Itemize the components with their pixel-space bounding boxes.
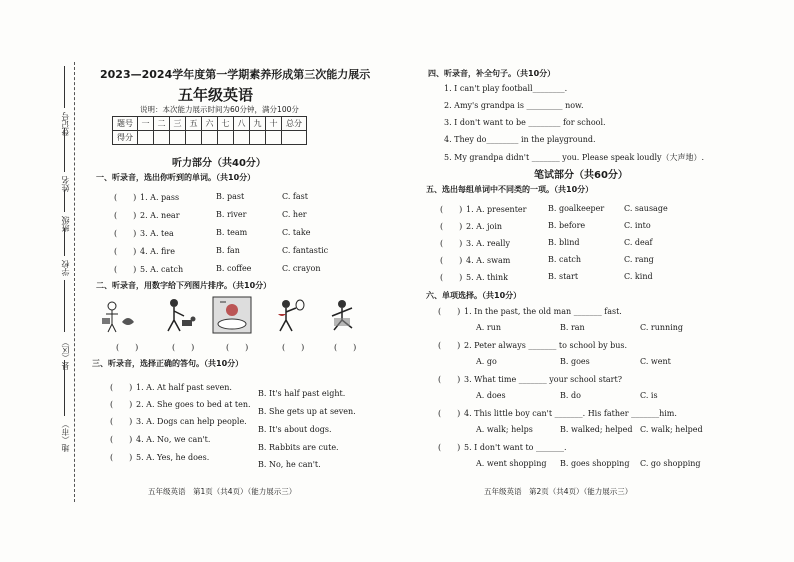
option-a: 4. A. fire <box>140 247 175 256</box>
part1-item <box>114 192 179 203</box>
part3-title: 三、听录音，选择正确的答句。（共10分） <box>92 359 244 368</box>
part5-item <box>440 255 510 266</box>
part4-item: 2. Amy's grandpa is _________ now. <box>444 101 584 110</box>
part6-question <box>438 408 677 419</box>
option-c: C. fast <box>282 192 308 201</box>
option-b: B. river <box>216 210 247 219</box>
option-a: 1. A. At half past seven. <box>136 383 232 392</box>
option-b: B. goalkeeper <box>548 204 605 213</box>
answer-blank[interactable]: ( ) <box>114 193 137 202</box>
option-a: 2. A. She goes to bed at ten. <box>136 400 251 409</box>
part6-question <box>438 442 567 453</box>
score-input[interactable] <box>138 131 154 145</box>
option-b: B. blind <box>548 238 580 247</box>
option-b: B. start <box>548 272 579 281</box>
answer-blank[interactable]: ( ) <box>440 239 463 248</box>
picture-woman-cat <box>98 296 138 334</box>
part4-item: 3. I don't want to be ________ for school. <box>444 118 606 127</box>
listening-section-title: 听力部分（共40分） <box>172 158 266 169</box>
exam-no-field[interactable] <box>64 66 65 108</box>
answer-blank[interactable]: ( ) <box>114 211 137 220</box>
option-b: B. coffee <box>216 264 252 273</box>
score-cell: 十 <box>266 117 282 131</box>
question-text: 4. This little boy can't _______. His father _______him. <box>464 409 677 418</box>
score-input[interactable] <box>282 131 307 145</box>
option-c: C. crayon <box>282 264 321 273</box>
option-b: B. goes shopping <box>560 459 630 468</box>
option-a: 5. A. catch <box>140 265 184 274</box>
part4-item: 1. I can't play football________. <box>444 84 568 93</box>
school-label: 学校 <box>61 260 70 276</box>
answer-blank[interactable]: ( ) <box>438 443 461 452</box>
option-c: C. deaf <box>624 238 653 247</box>
part4-title: 四、听录音，补全句子。（共10分） <box>428 69 556 78</box>
answer-blank[interactable]: ( ) <box>440 256 463 265</box>
picture-boy-tennis <box>268 296 308 334</box>
part6-question <box>438 374 622 385</box>
option-b: B. team <box>216 228 248 237</box>
option-b: B. It's half past eight. <box>258 389 346 398</box>
option-b: B. catch <box>548 255 582 264</box>
option-b: B. goes <box>560 357 590 366</box>
score-cell: 五 <box>186 117 202 131</box>
county-field[interactable] <box>64 280 65 332</box>
answer-blank[interactable]: ( ) <box>438 307 461 316</box>
answer-blank[interactable]: ( ) <box>110 400 133 409</box>
part3-item <box>110 452 209 463</box>
option-a: A. walk; helps <box>476 425 533 434</box>
score-input[interactable] <box>250 131 266 145</box>
page-footer-right: 五年级英语 第2页（共4页）（能力展示三） <box>484 487 633 496</box>
part1-item <box>114 264 183 275</box>
part6-question <box>438 306 622 317</box>
page-footer-left: 五年级英语 第1页（共4页）（能力展示三） <box>148 487 297 496</box>
part5-item <box>440 204 526 215</box>
option-a: A. went shopping <box>476 459 547 468</box>
part4-item: 4. They do________ in the playground. <box>444 135 596 144</box>
answer-blank[interactable]: ( ) <box>334 343 357 352</box>
part3-item <box>110 382 232 393</box>
option-c: C. sausage <box>624 204 668 213</box>
option-b: B. fan <box>216 246 240 255</box>
score-cell: 一 <box>138 117 154 131</box>
option-a: 3. A. Dogs can help people. <box>136 417 247 426</box>
score-input[interactable] <box>186 131 202 145</box>
option-a: 1. A. pass <box>140 193 180 202</box>
score-input[interactable] <box>266 131 282 145</box>
part1-title: 一、听录音，选出你听到的单词。（共10分） <box>96 173 256 182</box>
option-c: C. go shopping <box>640 459 701 468</box>
exam-title: 2023—2024学年度第一学期素养形成第三次能力展示 <box>100 68 371 81</box>
option-a: 2. A. near <box>140 211 180 220</box>
answer-blank[interactable]: ( ) <box>438 341 461 350</box>
part6-title: 六、单项选择。（共10分） <box>426 291 522 300</box>
name-field[interactable] <box>64 128 65 172</box>
option-c: C. her <box>282 210 307 219</box>
option-b: B. before <box>548 221 586 230</box>
county-label: 县（区） <box>61 338 70 370</box>
answer-blank[interactable]: ( ) <box>172 343 195 352</box>
option-c: C. rang <box>624 255 654 264</box>
city-label: 地（市） <box>61 420 70 452</box>
option-a: 5. A. think <box>466 273 508 282</box>
written-section-title: 笔试部分（共60分） <box>534 170 628 181</box>
option-a: 5. A. Yes, he does. <box>136 453 210 462</box>
answer-blank[interactable]: ( ) <box>114 247 137 256</box>
option-b: B. past <box>216 192 245 201</box>
exam-note: 说明：本次能力展示时间为60分钟，满分100分 <box>140 105 299 114</box>
score-cell: 九 <box>250 117 266 131</box>
answer-blank[interactable]: ( ) <box>440 222 463 231</box>
option-c: C. fantastic <box>282 246 329 255</box>
answer-blank[interactable]: ( ) <box>114 229 137 238</box>
question-text: 5. I don't want to _______. <box>464 443 567 452</box>
part5-title: 五、选出每组单词中不同类的一项。（共10分） <box>426 185 594 194</box>
picture-person-dog <box>158 296 198 334</box>
binding-dashed-line <box>74 62 75 502</box>
answer-blank[interactable]: ( ) <box>440 205 463 214</box>
score-cell: 六 <box>202 117 218 131</box>
part6-question <box>438 340 627 351</box>
score-table-score-row <box>113 131 307 145</box>
score-table <box>112 116 307 145</box>
option-b: B. Rabbits are cute. <box>258 443 339 452</box>
answer-blank[interactable]: ( ) <box>438 409 461 418</box>
score-cell: 题号 <box>113 117 138 131</box>
answer-blank[interactable]: ( ) <box>110 417 133 426</box>
part2-title: 二、听录音，用数字给下列图片排序。（共10分） <box>96 281 272 290</box>
part5-item <box>440 221 502 232</box>
option-b: B. walked; helped <box>560 425 633 434</box>
score-row-label: 得分 <box>113 131 138 145</box>
option-a: 1. A. presenter <box>466 205 527 214</box>
part3-item <box>110 399 251 410</box>
name-label: 姓名 <box>61 176 70 192</box>
option-a: A. go <box>476 357 497 366</box>
answer-blank[interactable]: ( ) <box>226 343 249 352</box>
question-text: 2. Peter always _______ to school by bus. <box>464 341 628 350</box>
score-cell: 二 <box>154 117 170 131</box>
city-field[interactable] <box>64 360 65 416</box>
answer-blank[interactable]: ( ) <box>116 343 139 352</box>
question-text: 1. In the past, the old man _______ fast. <box>464 307 622 316</box>
option-c: C. is <box>640 391 658 400</box>
option-b: B. It's about dogs. <box>258 425 332 434</box>
part3-item <box>110 416 247 427</box>
part1-item <box>114 246 175 257</box>
score-cell: 八 <box>234 117 250 131</box>
subject-title: 五年级英语 <box>178 86 254 104</box>
option-a: A. does <box>476 391 506 400</box>
score-input[interactable] <box>218 131 234 145</box>
option-b: B. She gets up at seven. <box>258 407 356 416</box>
answer-blank[interactable]: ( ) <box>114 265 137 274</box>
class-field[interactable] <box>64 190 65 212</box>
score-cell: 总分 <box>282 117 307 131</box>
exam-no-label: 登记号 <box>61 112 70 136</box>
class-label: 班级 <box>61 216 70 232</box>
part5-item <box>440 238 510 249</box>
picture-boy-running <box>322 296 362 334</box>
score-table-header-row <box>113 117 307 131</box>
option-c: C. take <box>282 228 311 237</box>
option-b: B. No, he can't. <box>258 460 321 469</box>
score-cell: 七 <box>218 117 234 131</box>
answer-blank[interactable]: ( ) <box>110 383 133 392</box>
part3-item <box>110 434 210 445</box>
answer-blank[interactable]: ( ) <box>438 375 461 384</box>
answer-blank[interactable]: ( ) <box>282 343 305 352</box>
answer-blank[interactable]: ( ) <box>440 273 463 282</box>
answer-blank[interactable]: ( ) <box>110 435 133 444</box>
option-b: B. do <box>560 391 581 400</box>
picture-bathroom <box>212 296 252 334</box>
school-field[interactable] <box>64 228 65 256</box>
option-a: 3. A. tea <box>140 229 174 238</box>
part1-item <box>114 228 174 239</box>
option-c: C. into <box>624 221 651 230</box>
part5-item <box>440 272 508 283</box>
option-a: A. run <box>476 323 501 332</box>
score-input[interactable] <box>154 131 170 145</box>
question-text: 3. What time _______ your school start? <box>464 375 623 384</box>
part1-item <box>114 210 180 221</box>
option-c: C. went <box>640 357 671 366</box>
option-a: 2. A. join <box>466 222 503 231</box>
answer-blank[interactable]: ( ) <box>110 453 133 462</box>
option-a: 3. A. really <box>466 239 511 248</box>
score-input[interactable] <box>202 131 218 145</box>
part4-item: 5. My grandpa didn't _______ you. Please speak loudly（大声地）. <box>444 153 705 162</box>
option-c: C. walk; helped <box>640 425 703 434</box>
option-c: C. running <box>640 323 684 332</box>
option-b: B. ran <box>560 323 585 332</box>
option-c: C. kind <box>624 272 653 281</box>
option-a: 4. A. No, we can't. <box>136 435 211 444</box>
score-input[interactable] <box>234 131 250 145</box>
score-input[interactable] <box>170 131 186 145</box>
score-cell: 三 <box>170 117 186 131</box>
option-a: 4. A. swam <box>466 256 511 265</box>
